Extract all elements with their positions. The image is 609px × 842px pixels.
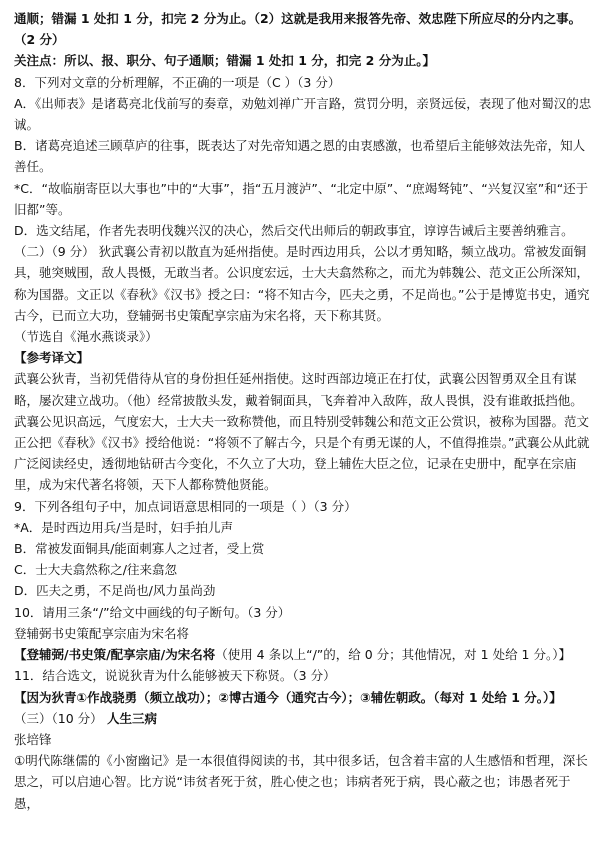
option-8c: *C．“故临崩寄臣以大事也”中的“大事”，指“五月渡泸”、“北定中原”、“庶竭驽钝”、“兴复汉室”和“还于旧都”等。 (14, 180, 589, 217)
passage-2-source: （节选自《渑水燕谈录》） (14, 329, 158, 345)
answer-note-line-1: 通顺；错漏 1 处扣 1 分，扣完 2 分为止。（2）这就是我用来报答先帝、效忠陛下所应尽的分内之事。（2 分） (14, 11, 582, 48)
question-10: 10．请用三条“/”给文中画线的句子断句。（3 分） (14, 604, 291, 620)
section-3-heading (14, 708, 595, 729)
translation-heading: 【参考译文】 (14, 350, 90, 366)
section-3-paragraph-1: ①明代陈继儒的《小窗幽记》是一本很值得阅读的书，其中很多话，包含着丰富的人生感悟和哲理，深长思之，可以启迪心智。比方说“讳贫者死于贫，胜心使之也；讳病者死于病，畏心蔽之也；讳愚者死于愚， (14, 753, 588, 811)
question-8: 8．下列对文章的分析理解，不正确的一项是（C ）（3 分） (14, 74, 341, 90)
passage-2: （二）（9 分） 狄武襄公青初以散直为延州指使。是时西边用兵，公以才勇知略，频立战功。常被发面铜具，驰突贼围，敌人畏慑，无敢当者。公识度宏远，士大夫翕然称之，而尤为韩魏公、范文正公所深知，称为国器。文正以《春秋》《汉书》授之曰：“将不知古今，匹夫之勇，不足尚也。”公于是博览书史，通究古今，已而立大功，登辅弼书史策配享宗庙为宋名将，天下称其贤。 (14, 244, 590, 323)
option-9a: *A．是时西边用兵/当是时，妇手拍儿声 (14, 519, 234, 535)
option-8d: D．选文结尾，作者先表明伐魏兴汉的决心，然后交代出师后的朝政事宜，谆谆告诫后主要善纳雅言。 (14, 223, 574, 239)
option-9c: C．士大夫翕然称之/往来翕忽 (14, 562, 177, 578)
question-11: 11．结合选文，说说狄青为什么能够被天下称贤。（3 分） (14, 668, 336, 684)
answer-10-main: 【登辅弼/书史策/配享宗庙/为宋名将 (14, 647, 216, 663)
question-10-sentence: 登辅弼书史策配享宗庙为宋名将 (14, 625, 190, 641)
answer-note-line-2: 关注点：所以、报、职分、句子通顺；错漏 1 处扣 1 分，扣完 2 分为止。】 (14, 53, 435, 69)
translation-text: 武襄公狄青，当初凭借待从官的身份担任延州指使。这时西部边境正在打仗，武襄公因智勇双全且有谋略，屡次建立战功。（他）经常披散头发，戴着铜面具，飞奔着冲入敌阵，敌人畏惧，没有谁敢抵挡他。武襄公见识高远，气度宏大，士大夫一致称赞他，而且特别受韩魏公和范文正公赏识，被称为国器。范文正公把《春秋》《汉书》授给他说：“将领不了解古今，只是个有勇无谋的人，不值得推崇。”武襄公从此就广泛阅读经史，透彻地钻研古今变化，不久立了大功，登上辅佐大臣之位，记录在史册中，配享在宗庙里，成为宋代著名将领，天下人都称赞他贤能。 (14, 371, 590, 493)
answer-10 (14, 644, 595, 665)
answer-11: 【因为狄青①作战骁勇（频立战功）；②博古通今（通究古今）；③辅佐朝政。（每对 1 处给 1 分。）】 (14, 689, 562, 705)
question-9: 9．下列各组句子中，加点词语意思相同的一项是（ ）（3 分） (14, 498, 357, 514)
section-3-score: （三）（10 分） (14, 710, 103, 726)
answer-10-scoring: （使用 4 条以上“/”的，给 0 分；其他情况，对 1 处给 1 分。）】 (215, 647, 571, 663)
option-8b: B．诸葛亮追述三顾草庐的往事，既表达了对先帝知遇之恩的由衷感激，也希望后主能够效法先帝，知人善任。 (14, 138, 586, 175)
option-9b: B．常被发面铜具/能面刺寡人之过者，受上赏 (14, 541, 265, 557)
option-8a: A．《出师表》是诸葛亮北伐前写的奏章，劝勉刘禅广开言路，赏罚分明，亲贤远佞，表现了他对蜀汉的忠诚。 (14, 95, 592, 133)
section-3-title: 人生三病 (102, 710, 157, 726)
option-9d: D．匹夫之勇，不足尚也/风力虽尚劲 (14, 583, 216, 599)
section-3-author: 张培锋 (14, 731, 52, 747)
